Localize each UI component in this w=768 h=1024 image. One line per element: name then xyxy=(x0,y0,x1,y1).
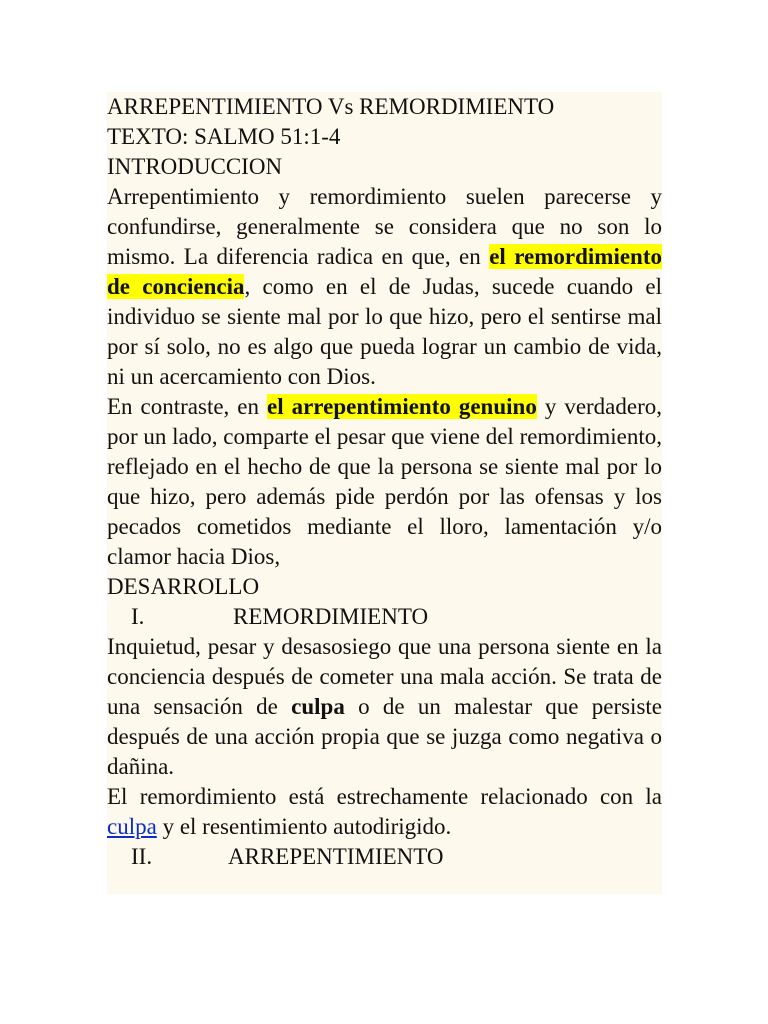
highlight-remordimiento: el remordimiento de conciencia xyxy=(107,244,662,299)
section-1-heading xyxy=(107,602,662,632)
p2-text-a: En contraste, en xyxy=(107,394,260,419)
section-2-number: II. xyxy=(131,844,153,869)
intro-paragraph-1 xyxy=(107,182,662,392)
p3-text-a: Inquietud, pesar y desasosiego que una persona siente en la conciencia después de cometer una mala acción. Se trata de una sensación de xyxy=(107,634,662,719)
intro-paragraph-2 xyxy=(107,392,662,572)
scripture-reference: TEXTO: SALMO 51:1-4 xyxy=(107,124,341,149)
p4-text-a: El remordimiento está estrechamente relacionado con la xyxy=(107,784,662,809)
p2-text-b: y verdadero, por un lado, comparte el pesar que viene del remordimiento, reflejado en el hecho de que la persona se siente mal por lo que hizo, pero además pide perdón por las ofensas y los pecados cometidos mediante el lloro, lamentación y/o clamor hacia Dios, xyxy=(107,394,662,569)
p3-text-b: o de un malestar que persiste después de una acción propia que se juzga como negativa o dañina. xyxy=(107,694,662,779)
highlight-arrepentimiento: el arrepentimiento genuino xyxy=(267,394,537,419)
document-title: ARREPENTIMIENTO Vs REMORDIMIENTO xyxy=(107,94,555,119)
document-body xyxy=(107,92,662,894)
p1-text-b: , como en el de Judas, sucede cuando el individuo se siente mal por lo que hizo, pero el sentirse mal por sí solo, no es algo que pueda lograr un cambio de vida, ni un acercamiento con Dios. xyxy=(107,274,662,389)
section-1-label: REMORDIMIENTO xyxy=(233,604,429,629)
section-2-heading xyxy=(107,842,662,872)
p4-text-b: y el resentimiento autodirigido. xyxy=(162,814,452,839)
section-1-number: I. xyxy=(131,604,145,629)
intro-heading: INTRODUCCION xyxy=(107,154,283,179)
relation-paragraph xyxy=(107,782,662,842)
development-heading: DESARROLLO xyxy=(107,574,260,599)
bold-culpa: culpa xyxy=(291,694,345,719)
remordimiento-paragraph xyxy=(107,632,662,782)
p1-text-a: Arrepentimiento y remordimiento suelen parecerse y confundirse, generalmente se considera que no son lo mismo. La diferencia radica en que, en xyxy=(107,184,662,269)
section-2-label: ARREPENTIMIENTO xyxy=(228,844,444,869)
culpa-link[interactable]: culpa xyxy=(107,814,157,839)
